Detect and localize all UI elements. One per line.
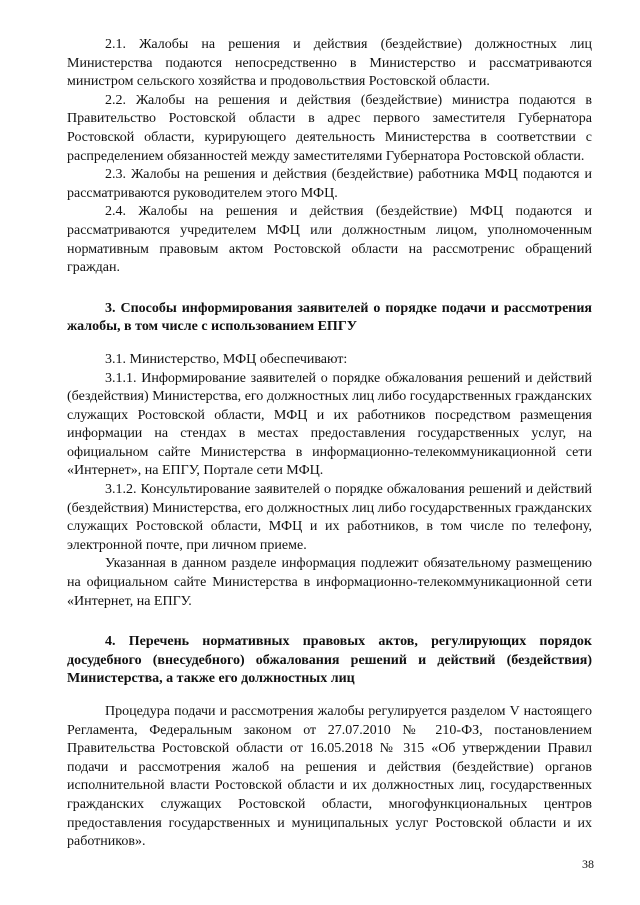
paragraph-2-3: 2.3. Жалобы на решения и действия (бездействие) работника МФЦ подаются и рассматриваются руководителем этого МФЦ.: [67, 167, 592, 201]
paragraph-2-1: 2.1. Жалобы на решения и действия (бездействие) должностных лиц Министерства подаются непосредственно в Министерство и рассматриваются министром сельского хозяйства и продовольствия Ростовской области.: [67, 37, 592, 90]
page-number: 38: [582, 857, 594, 871]
paragraph-2-4: 2.4. Жалобы на решения и действия (бездействие) МФЦ подаются и рассматриваются учредителем МФЦ или должностным лицом, уполномоченным нормативным правовым актом Ростовской области на рассмотренис обращений граждан.: [67, 204, 592, 276]
paragraph-3-1: 3.1. Министерство, МФЦ обеспечивают:: [105, 351, 348, 367]
paragraph-3-note: Указанная в данном разделе информация подлежит обязательному размещению на официальном сайте Министерства в информационно-телекоммуникационной сети «Интернет, на ЕПГУ.: [67, 556, 592, 609]
spacer: [67, 611, 592, 633]
spacer: [67, 689, 592, 703]
paragraph-3-1-2: 3.1.2. Консультирование заявителей о порядке обжалования решений и действий (бездействия) Министерства, его должностных лиц либо государственных гражданских служащих Ростовской области, МФЦ и их работников, в том числе по телефону, электронной почте, при личном приеме.: [67, 482, 592, 553]
page-content: [67, 36, 592, 852]
paragraph-4-procedure: Процедура подачи и рассмотрения жалобы регулируется разделом V настоящего Регламента, Федеральным законом от 27.07.2010 № 210-ФЗ, постановлением Правительства Ростовской области от 16.05.2018 № 315 «Об утверждении Правил подачи и рассмотрения жалоб на решения и действия (бездействие) органов исполнительной власти Ростовской области и их должностных лиц, государственных гражданских служащих Ростовской области, многофункциональных центров предоставления государственных и муниципальных услуг Ростовской области и их работников».: [67, 704, 592, 850]
paragraph-3-1-1: 3.1.1. Информирование заявителей о порядке обжалования решений и действий (бездействия) Министерства, его должностных лиц либо государственных гражданских служащих Ростовской области, МФЦ и их работников посредством размещения информации на стендах в местах предоставления государственных услуг, на официальном сайте Министерства в информационно-телекоммуникационной сети «Интернет», на ЕПГУ, Портале сети МФЦ.: [67, 370, 592, 479]
spacer: [67, 278, 592, 300]
section-3-heading: 3. Способы информирования заявителей о порядке подачи и рассмотрения жалобы, в том числе с использованием ЕПГУ: [67, 300, 592, 335]
section-4-heading: 4. Перечень нормативных правовых актов, регулирующих порядок досудебного (внесудебного) обжалования решений и действий (бездействия) Министерства, а также его должностных лиц: [67, 634, 592, 687]
spacer: [67, 337, 592, 351]
paragraph-2-2: 2.2. Жалобы на решения и действия (бездействие) министра подаются в Правительство Ростовской области в адрес первого заместителя Губернатора Ростовской области, курирующего деятельность Министерства в соответствии с распределением обязанностей между заместителями Губернатора Ростовской области.: [67, 92, 592, 164]
